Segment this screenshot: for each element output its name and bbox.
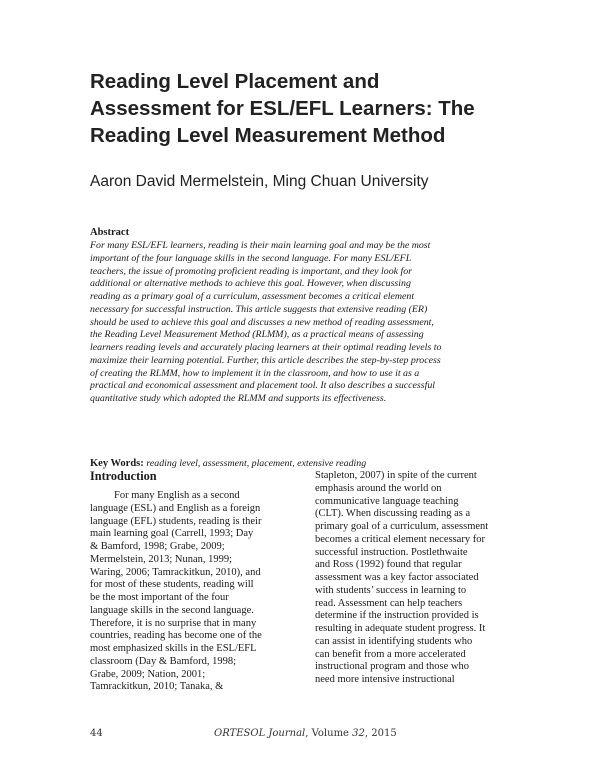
keywords-label: Key Words:	[90, 458, 144, 469]
abstract-line: maximize their learning potential. Further, this article describes the step-by-step process	[90, 354, 441, 366]
body-line: determine if the instruction provided is	[315, 610, 479, 622]
body-line: and Ross (1992) found that regular	[315, 559, 462, 571]
body-line: resulting in adequate student progress. It	[315, 623, 486, 634]
body-line: for most of these students, reading will	[90, 579, 254, 591]
body-line: Stapleton, 2007) in spite of the current	[315, 470, 477, 481]
body-line: primary goal of a curriculum, assessment	[315, 521, 489, 532]
abstract-line: of creating the RLMM, how to implement it in the classroom, and how to use it as a	[90, 367, 420, 379]
title-line: Reading Level Measurement Method	[90, 124, 446, 147]
body-line: can assist in identifying students who	[315, 635, 473, 647]
keywords-text: reading level, assessment, placement, extensive reading	[146, 458, 367, 469]
body-line: Mermelstein, 2013; Nunan, 1999;	[90, 553, 233, 565]
abstract-line: learners reading levels and accurately placing learners at their optimal reading levels to	[90, 342, 442, 353]
body-line: communicative language teaching	[315, 495, 459, 507]
body-line: For many English as a second	[114, 490, 240, 501]
body-line: instructional program and those who	[315, 661, 469, 673]
body-line: & Bamford, 1998; Grabe, 2009;	[90, 541, 225, 552]
journal-name: ORTESOL Journal	[214, 728, 306, 739]
title-line: Reading Level Placement and	[90, 70, 380, 93]
title-line: Assessment for ESL/EFL Learners: The	[90, 97, 475, 120]
page-number: 44	[90, 728, 103, 739]
author-line: Aaron David Mermelstein, Ming Chuan University	[90, 173, 429, 190]
body-line: need more intensive instructional	[315, 674, 455, 685]
body-line: language (ESL) and English as a foreign	[90, 502, 261, 514]
abstract-line: should be used to achieve this goal and discusses a new method of reading assessment,	[90, 316, 434, 328]
body-line: becomes a critical element necessary for	[315, 533, 485, 545]
abstract-line: quantitative study which adopted the RLMM and supports its effectiveness.	[90, 393, 387, 404]
abstract-line: additional or alternative methods to achieve this goal. However, when discussing	[90, 278, 411, 290]
body-line: main learning goal (Carrell, 1993; Day	[90, 528, 254, 540]
body-line: (CLT). When discussing reading as a	[315, 508, 471, 520]
body-line: classroom (Day & Bamford, 1998;	[90, 655, 237, 667]
body-line: most emphasized skills in the ESL/EFL	[90, 643, 257, 654]
body-line: Therefore, it is no surprise that in many	[90, 617, 257, 629]
abstract-line: necessary for successful instruction. This article suggests that extensive reading (ER)	[90, 303, 428, 315]
publication-year: , 2015	[364, 728, 397, 739]
abstract-line: teachers, the issue of promoting proficient reading is important, and they look for	[90, 265, 413, 277]
volume-number: 32	[352, 728, 365, 739]
introduction-heading: Introduction	[90, 469, 157, 483]
article-title	[90, 68, 560, 149]
body-line: Grabe, 2009; Nation, 2001;	[90, 668, 206, 680]
journal-citation	[214, 727, 397, 740]
body-line: successful instruction. Postlethwaite	[315, 546, 468, 558]
volume-label: , Volume	[305, 728, 353, 739]
abstract-line: important of the four language skills in the second language. For many ESL/EFL	[90, 252, 412, 264]
abstract-line: practical and economical assessment and placement tool. It also describes a successful	[90, 380, 436, 392]
body-line: countries, reading has become one of the	[90, 630, 262, 642]
body-line: be the most important of the four	[90, 592, 229, 603]
body-line: read. Assessment can help teachers	[315, 597, 463, 609]
abstract-heading: Abstract	[90, 227, 130, 238]
abstract-body	[90, 240, 515, 406]
abstract-line: the Reading Level Measurement Method (RLMM), as a practical means of assessing	[90, 329, 424, 341]
body-line: Tamrackitkun, 2010; Tanaka, &	[90, 681, 224, 693]
body-line: Waring, 2006; Tamrackitkun, 2010), and	[90, 566, 261, 578]
body-line: emphasis around the world on	[315, 482, 442, 494]
body-line: language skills in the second language.	[90, 604, 254, 616]
abstract-line: For many ESL/EFL learners, reading is their main learning goal and may be the most	[90, 240, 431, 251]
abstract-line: reading as a primary goal of a curriculum, assessment becomes a critical element	[90, 291, 415, 302]
body-line: language (EFL) students, reading is their	[90, 515, 262, 527]
body-line: with students’ success in learning to	[315, 584, 467, 596]
body-line: assessment was a key factor associated	[315, 572, 479, 583]
body-line: can benefit from a more accelerated	[315, 648, 466, 660]
